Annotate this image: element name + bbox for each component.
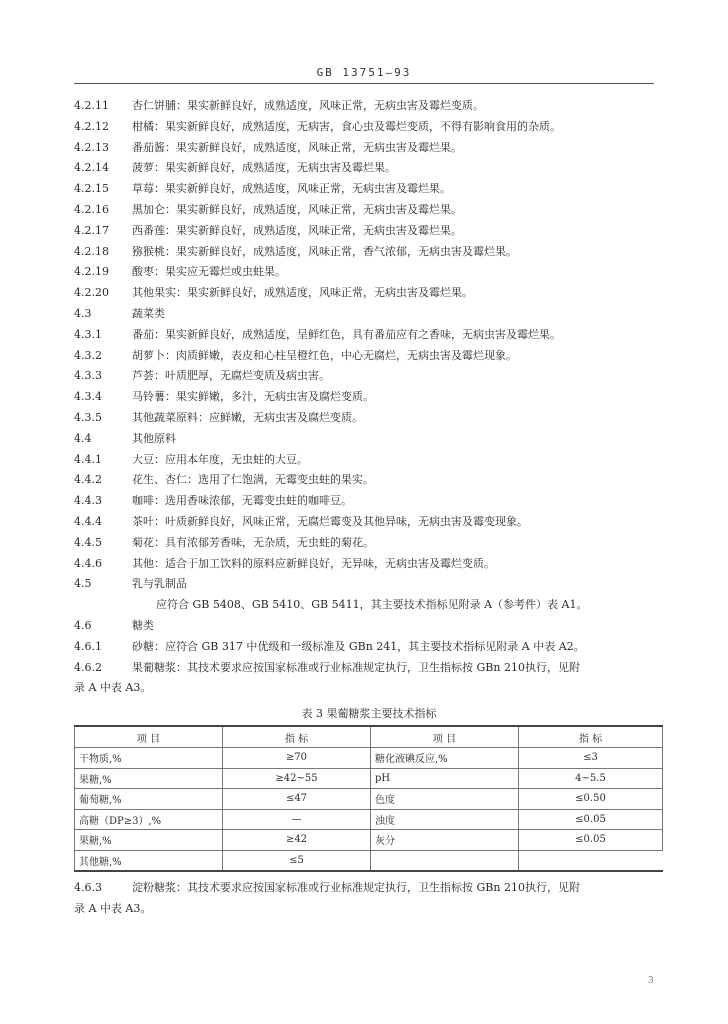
clause-number: 4.5: [74, 577, 92, 591]
table-item-cell: 干物质,%: [75, 748, 223, 769]
table-value-cell: ≥70: [223, 748, 371, 769]
clause-number: 4.6.3: [74, 881, 102, 895]
clause-number: 4.2.11: [74, 99, 109, 112]
table-item-cell: 其他糖,%: [75, 850, 223, 871]
clause-text: 马铃薯：果实鲜嫩，多汁，无病虫害及腐烂变质。: [132, 390, 374, 404]
clause-number: 4.4.2: [74, 473, 102, 487]
clause-text: 猕猴桃：果实新鲜良好，成熟适度，风味正常，香气浓郁，无病虫害及霉烂果。: [132, 244, 517, 258]
table-item-cell: 葡萄糖,%: [75, 789, 223, 810]
clause-number: 4.2.18: [74, 244, 109, 258]
clause-number: 4.2.20: [74, 286, 109, 300]
document-body: [74, 96, 664, 920]
clause-text: 大豆：应用本年度，无虫蛀的大豆。: [132, 452, 308, 466]
section-heading: [74, 304, 664, 325]
table-item-cell: 灰分: [371, 830, 519, 851]
paragraph-line: [74, 678, 664, 699]
clause-text: 应符合 GB 5408、GB 5410、GB 5411，其主要技术指标见附录 A（参考件）表 A1。: [156, 598, 588, 612]
paragraph-line: [74, 878, 664, 899]
table-value-cell: ≤0.05: [519, 830, 663, 851]
clause-text: 砂糖：应符合 GB 317 中优级和一级标准及 GBn 241，其主要技术指标见附录 A 中表 A2。: [132, 639, 585, 653]
paragraph-line: [74, 595, 664, 616]
paragraph-line: [74, 283, 664, 304]
clause-number: 4.4.6: [74, 556, 102, 570]
clause-number: 4.2.17: [74, 223, 109, 237]
clause-number: 4.2.12: [74, 119, 109, 133]
clause-text: 蔬菜类: [132, 306, 165, 320]
clause-text: 糖类: [132, 618, 154, 632]
clause-number: 4.2.13: [74, 140, 109, 154]
clause-number: 4.2.14: [74, 161, 109, 175]
table-item-cell: 果糖,%: [75, 830, 223, 851]
table-value-cell: —: [223, 809, 371, 830]
clause-text: 录 A 中表 A3。: [74, 901, 152, 915]
clause-number: 4.3.4: [74, 390, 102, 404]
clause-text: 黑加仑：果实新鲜良好，成熟适度，风味正常，无病虫害及霉烂果。: [132, 202, 462, 216]
clause-text: 录 A 中表 A3。: [74, 681, 152, 695]
clause-number: 4.2.15: [74, 182, 109, 196]
clause-number: 4.4.1: [74, 452, 102, 466]
section-heading: [74, 616, 664, 637]
clause-text: 其他蔬菜原料：应鲜嫩，无病虫害及腐烂变质。: [132, 410, 363, 424]
paragraph-line: [74, 366, 664, 387]
clause-number: 4.6.1: [74, 639, 102, 653]
table-header-cell: 指 标: [223, 726, 371, 748]
paragraph-line: [74, 554, 664, 575]
table-item-cell: 高糖（DP≥3）,%: [75, 809, 223, 830]
clause-text: 花生、杏仁：选用了仁饱满，无霉变虫蛀的果实。: [132, 473, 374, 487]
clause-text: 芦荟：叶质肥厚，无腐烂变质及病虫害。: [132, 369, 330, 383]
table-body: [75, 748, 663, 872]
table-item-cell: [371, 850, 519, 871]
paragraph-list-bottom: [74, 878, 664, 920]
paragraph-line: [74, 533, 664, 554]
table-item-cell: 浊度: [371, 809, 519, 830]
clause-text: 淀粉糖浆：其技术要求应按国家标准或行业标准规定执行，卫生指标按 GBn 210执行，见附: [132, 881, 580, 895]
table-row: [75, 809, 663, 830]
clause-text: 西番莲：果实新鲜良好，成熟适度，风味正常，无病虫害及霉烂果。: [132, 223, 462, 237]
table-header-cell: 项 目: [371, 726, 519, 748]
clause-text: 果葡糖浆：其技术要求应按国家标准或行业标准规定执行，卫生指标按 GBn 210执行，见附: [132, 660, 580, 674]
table-item-cell: pH: [371, 768, 519, 789]
paragraph-line: [74, 96, 664, 117]
paragraph-line: [74, 637, 664, 658]
paragraph-line: [74, 117, 664, 138]
table-item-cell: 色度: [371, 789, 519, 810]
clause-text: 番茄酱：果实新鲜良好，成熟适度，风味正常，无病虫害及霉烂果。: [132, 140, 462, 154]
table-value-cell: [519, 850, 663, 871]
table-row: [75, 748, 663, 769]
clause-text: 菊花：具有浓郁芳香味，无杂质，无虫蛀的菊花。: [132, 535, 374, 549]
clause-number: 4.3.1: [74, 327, 102, 341]
clause-text: 咖啡：选用香味浓郁，无霉变虫蛀的咖啡豆。: [132, 494, 352, 508]
clause-number: 4.3.3: [74, 369, 102, 383]
clause-text: 胡萝卜：肉质鲜嫩，表皮和心柱呈橙红色，中心无腐烂，无病虫害及霉烂现象。: [132, 348, 517, 362]
clause-number: 4.4.4: [74, 514, 102, 528]
clause-number: 4.3.2: [74, 348, 102, 362]
paragraph-line: [74, 512, 664, 533]
clause-number: 4.6: [74, 618, 92, 632]
table-item-cell: 糖化液碘反应,%: [371, 748, 519, 769]
clause-text: 菠萝：果实新鲜良好，成熟适度，无病虫害及霉烂果。: [132, 161, 396, 175]
clause-number: 4.3.5: [74, 410, 102, 424]
clause-text: 柑橘：果实新鲜良好，成熟适度，无病害，食心虫及霉烂变质，不得有影响食用的杂质。: [132, 119, 561, 133]
clause-number: 4.3: [74, 306, 92, 320]
table-row: [75, 850, 663, 871]
table-value-cell: ≤0.05: [519, 809, 663, 830]
table-value-cell: ≤47: [223, 789, 371, 810]
paragraph-line: [74, 262, 664, 283]
clause-number: 4.4: [74, 431, 92, 445]
spec-table: [74, 725, 663, 872]
clause-text: 其他果实：果实新鲜良好，成熟适度，风味正常，无病虫害及霉烂果。: [132, 286, 473, 300]
paragraph-line: [74, 387, 664, 408]
table-value-cell: ≥42: [223, 830, 371, 851]
table-value-cell: ≤5: [223, 850, 371, 871]
table-value-cell: 4~5.5: [519, 768, 663, 789]
clause-text: 其他原料: [132, 431, 176, 445]
paragraph-line: [74, 325, 664, 346]
clause-number: 4.4.3: [74, 494, 102, 508]
paragraph-line: [74, 158, 664, 179]
paragraph-line: [74, 450, 664, 471]
paragraph-line: [74, 179, 664, 200]
paragraph-line: [74, 408, 664, 429]
clause-number: 4.4.5: [74, 535, 102, 549]
clause-text: 酸枣：果实应无霉烂或虫蛀果。: [132, 265, 286, 279]
table-row: [75, 789, 663, 810]
clause-text: 茶叶：叶质新鲜良好，风味正常，无腐烂霉变及其他异味，无病虫害及霉变现象。: [132, 514, 528, 528]
clause-number: 4.6.2: [74, 660, 102, 674]
clause-text: 杏仁饼脯：果实新鲜良好，成熟适度，风味正常，无病虫害及霉烂变质。: [132, 99, 484, 112]
table-row: [75, 830, 663, 851]
paragraph-line: [74, 346, 664, 367]
section-heading: [74, 429, 664, 450]
table-header-cell: 指 标: [519, 726, 663, 748]
table-title: 表 3 果葡糖浆主要技术指标: [301, 707, 437, 721]
paragraph-line: [74, 470, 664, 491]
paragraph-line: [74, 221, 664, 242]
clause-text: 番茄：果实新鲜良好，成熟适度，呈鲜红色，具有番茄应有之香味，无病虫害及霉烂果。: [132, 327, 561, 341]
page-header: GB 13751—93: [316, 66, 412, 79]
paragraph-line: [74, 138, 664, 159]
clause-text: 乳与乳制品: [132, 577, 187, 591]
page-number: 3: [648, 976, 654, 986]
clause-text: 其他：适合于加工饮料的原料应新鲜良好，无异味，无病虫害及霉烂变质。: [132, 556, 495, 570]
section-heading: [74, 574, 664, 595]
table-header-cell: 项 目: [75, 726, 223, 748]
paragraph-line: [74, 491, 664, 512]
paragraph-line: [74, 658, 664, 679]
paragraph-line: [74, 200, 664, 221]
table-value-cell: ≥42~55: [223, 768, 371, 789]
clause-number: [74, 595, 132, 616]
paragraph-line: [74, 899, 664, 920]
table-item-cell: 果糖,%: [75, 768, 223, 789]
table-value-cell: ≤0.50: [519, 789, 663, 810]
table-value-cell: ≤3: [519, 748, 663, 769]
header-rule: [74, 83, 654, 84]
table-header-row: [75, 726, 663, 748]
paragraph-list-top: [74, 96, 664, 699]
paragraph-line: [74, 242, 664, 263]
clause-number: 4.2.19: [74, 265, 109, 279]
table-row: [75, 768, 663, 789]
clause-text: 草莓：果实新鲜良好，成熟适度，风味正常，无病虫害及霉烂果。: [132, 182, 451, 196]
clause-number: 4.2.16: [74, 202, 109, 216]
